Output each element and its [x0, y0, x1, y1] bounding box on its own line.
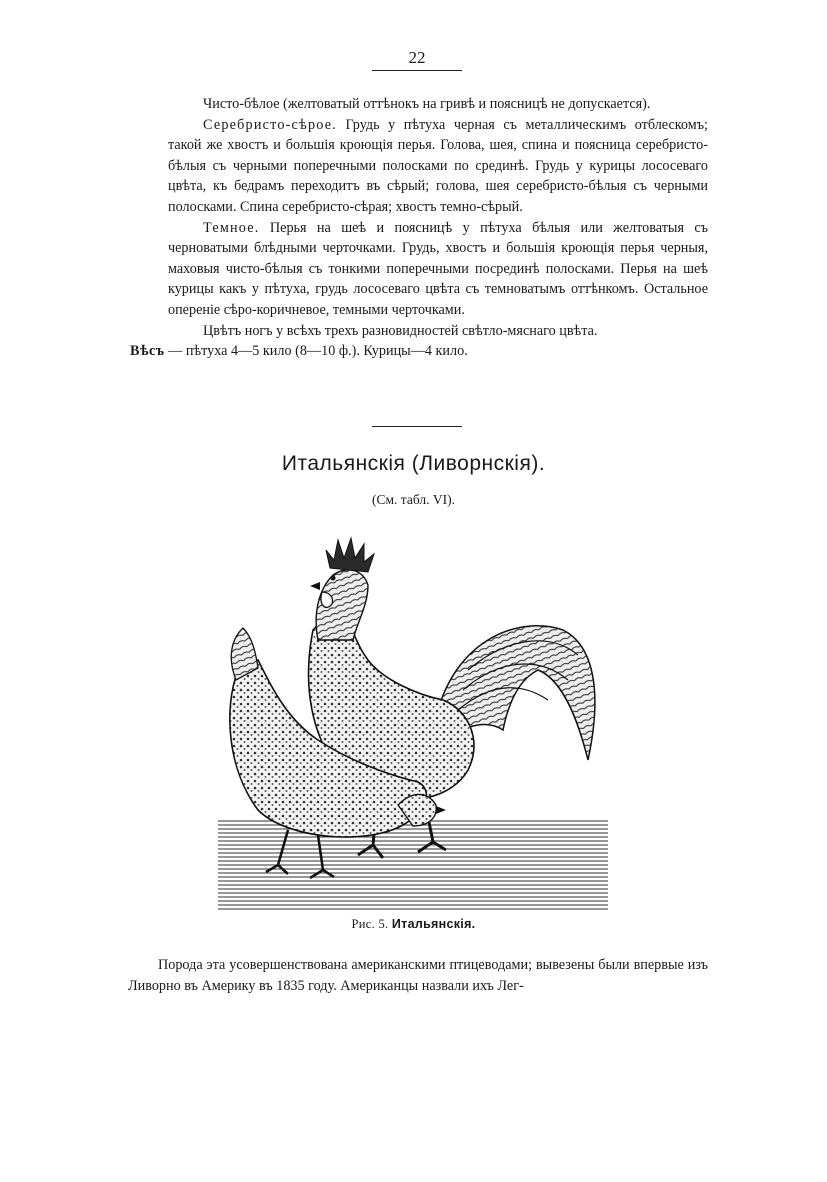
rooster-hen-illustration: [218, 520, 608, 915]
table-reference: (См. табл. VI).: [372, 492, 455, 507]
page-number: 22: [408, 48, 426, 67]
paragraph-white: Чисто-бѣлое (желтоватый оттѣнокъ на гривѣ и поясницѣ не допускается).: [203, 96, 651, 112]
engraving-image: [218, 520, 608, 915]
bottom-text-block: [128, 955, 708, 997]
paragraph-silver: [168, 115, 708, 218]
caption-label: Итальянскія.: [391, 917, 476, 931]
page-number-rule: [372, 70, 462, 71]
paragraph-weight: [130, 341, 708, 362]
section-divider: [372, 426, 462, 427]
paragraph-dark: [168, 218, 708, 321]
section-title: Итальянскія (Ливорнскія).: [281, 452, 546, 475]
term-dark: Темное.: [203, 219, 260, 236]
weight-label: Вѣсъ: [130, 343, 165, 360]
paragraph-legs: Цвѣтъ ногъ у всѣхъ трехъ разновидностей свѣтло-мяснаго цвѣта.: [203, 322, 598, 339]
text-silver: Грудь у пѣтуха черная съ металлическимъ отблескомъ; такой же хвостъ и большія кроющія перья. Голова, шея, спина и поясница серебристо-бѣлыя съ черными поперечными полосками по срединѣ. Грудь у курицы лососеваго цвѣта, къ бедрамъ переходитъ въ сѣрый; голова, шея серебристо-бѣлыя съ черными полосками. Спина серебристо-сѣрая; хвостъ темно-сѣрый.: [168, 116, 708, 215]
text-dark: Перья на шеѣ и поясницѣ у пѣтуха бѣлыя или желтоватыя съ черноватыми блѣдными черточками. Грудь, хвостъ и большія кроющія перья черныя, маховыя чисто-бѣлыя съ тонкими поперечными посрединѣ полосками. Перья на шеѣ курицы какъ у пѣтуха, грудь лососеваго цвѣта съ темноватымъ оттѣнкомъ. Остальное опереніе сѣро-коричневое, темными черточками.: [168, 219, 708, 318]
weight-text: — пѣтуха 4—5 кило (8—10 ф.). Курицы—4 кило.: [164, 343, 468, 360]
paragraph-breed-history: Порода эта усовершенствована американскими птицеводами; вывезены были впервые изъ Ливорно въ Америку въ 1835 году. Американцы назвали ихъ Лег-: [128, 957, 708, 994]
figure-caption: [0, 917, 827, 932]
rooster-comb: [326, 538, 374, 572]
term-silver: Серебристо-сѣрое.: [203, 116, 337, 133]
caption-prefix: Рис. 5.: [351, 917, 392, 931]
top-text-block: [130, 94, 708, 362]
